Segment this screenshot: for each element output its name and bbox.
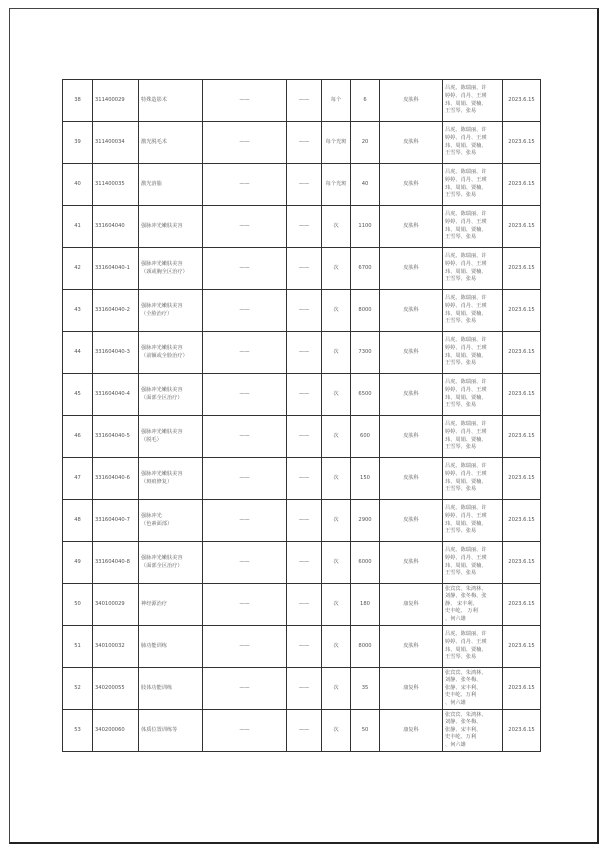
item-name-line: 强脉冲光嫩肤美容 bbox=[141, 302, 183, 309]
item-department: 皮肤科 bbox=[380, 374, 443, 416]
item-staff bbox=[443, 164, 503, 206]
item-name bbox=[139, 542, 203, 584]
item-name bbox=[139, 80, 203, 122]
item-staff-line: 刘静、张冬梅、 bbox=[445, 677, 482, 684]
item-unit: 次 bbox=[322, 290, 351, 332]
item-name bbox=[139, 458, 203, 500]
item-staff-line: 婷婷、肖丹、王瑛 bbox=[445, 386, 487, 393]
item-connotation: —— bbox=[203, 164, 287, 206]
table-row bbox=[63, 164, 541, 206]
item-staff-line: 玮、周娟、贾楠、 bbox=[445, 310, 487, 317]
item-staff-line: 王雪琴、张易 bbox=[445, 108, 477, 115]
table-row bbox=[63, 290, 541, 332]
item-staff-line: 玮、周娟、贾楠、 bbox=[445, 478, 487, 485]
item-name bbox=[139, 122, 203, 164]
item-staff-line: 王雪琴、张易 bbox=[445, 444, 477, 451]
item-staff-line: 玮、周娟、贾楠、 bbox=[445, 268, 487, 275]
item-staff-line: 吕虎、陈瑞丽、许 bbox=[445, 253, 487, 260]
table-row bbox=[63, 248, 541, 290]
table-row bbox=[63, 458, 541, 500]
item-name-line: 强脉冲光嫩肤美容 bbox=[141, 222, 183, 229]
item-staff-line: 婷婷、肖丹、王瑛 bbox=[445, 176, 487, 183]
item-price: 2900 bbox=[351, 500, 380, 542]
item-date: 2023.6.15 bbox=[503, 416, 541, 458]
table-row bbox=[63, 80, 541, 122]
item-department: 皮肤科 bbox=[380, 458, 443, 500]
item-price: 6000 bbox=[351, 542, 380, 584]
item-name bbox=[139, 332, 203, 374]
item-unit: 每个光斑 bbox=[322, 164, 351, 206]
item-staff-line: 王雪琴、张易 bbox=[445, 570, 477, 577]
item-price: 50 bbox=[351, 710, 380, 752]
item-staff-line: 婷婷、肖丹、王瑛 bbox=[445, 260, 487, 267]
item-staff-line: 吕虎、陈瑞丽、许 bbox=[445, 127, 487, 134]
item-name-line: 肢体功能训练 bbox=[141, 684, 173, 691]
item-name-line: 肺功能训练 bbox=[141, 642, 167, 649]
item-unit: 次 bbox=[322, 332, 351, 374]
row-number: 49 bbox=[63, 542, 93, 584]
row-number: 52 bbox=[63, 668, 93, 710]
item-department: 皮肤科 bbox=[380, 80, 443, 122]
item-staff bbox=[443, 710, 503, 752]
table-row bbox=[63, 584, 541, 626]
item-code: 331604040-6 bbox=[93, 458, 139, 500]
item-staff-line: 玮、周娟、贾楠、 bbox=[445, 184, 487, 191]
item-date: 2023.6.15 bbox=[503, 80, 541, 122]
item-connotation: —— bbox=[203, 668, 287, 710]
item-connotation: —— bbox=[203, 374, 287, 416]
item-staff-line: 婷婷、肖丹、王瑛 bbox=[445, 92, 487, 99]
item-staff bbox=[443, 122, 503, 164]
item-code: 331604040-7 bbox=[93, 500, 139, 542]
item-connotation: —— bbox=[203, 290, 287, 332]
item-name-line: （面部全区治疗） bbox=[141, 394, 183, 401]
item-name-line: 强脉冲光嫩肤美容 bbox=[141, 344, 183, 351]
item-staff-line: 王雪琴、张易 bbox=[445, 486, 477, 493]
row-number: 43 bbox=[63, 290, 93, 332]
item-unit: 次 bbox=[322, 458, 351, 500]
item-staff-line: 吕虎、陈瑞丽、许 bbox=[445, 211, 487, 218]
item-staff bbox=[443, 332, 503, 374]
item-code: 331604040 bbox=[93, 206, 139, 248]
item-staff-line: 刘静、张冬梅、张 bbox=[445, 593, 487, 600]
item-code: 331604040-5 bbox=[93, 416, 139, 458]
item-code: 311400034 bbox=[93, 122, 139, 164]
item-unit: 次 bbox=[322, 500, 351, 542]
item-name bbox=[139, 374, 203, 416]
item-staff-line: 王雪琴、张易 bbox=[445, 318, 477, 325]
item-code: 340200060 bbox=[93, 710, 139, 752]
item-name-line: 强脉冲光嫩肤美容 bbox=[141, 428, 183, 435]
item-staff-line: 静、 宋丰利、 bbox=[445, 600, 478, 607]
item-connotation: —— bbox=[203, 206, 287, 248]
item-exclusion: —— bbox=[287, 668, 322, 710]
item-price: 180 bbox=[351, 584, 380, 626]
item-staff-line: 吕虎、陈瑞丽、许 bbox=[445, 505, 487, 512]
item-date: 2023.6.15 bbox=[503, 500, 541, 542]
item-code: 311400029 bbox=[93, 80, 139, 122]
item-staff-line: 玮、周娟、贾楠、 bbox=[445, 436, 487, 443]
item-staff-line: 刘静、张冬梅、 bbox=[445, 719, 482, 726]
item-staff-line: 婷婷、肖丹、王瑛 bbox=[445, 302, 487, 309]
item-department: 皮肤科 bbox=[380, 500, 443, 542]
item-unit: 次 bbox=[322, 374, 351, 416]
row-number: 41 bbox=[63, 206, 93, 248]
item-name-line: 强脉冲光 bbox=[141, 512, 162, 519]
item-connotation: —— bbox=[203, 332, 287, 374]
row-number: 48 bbox=[63, 500, 93, 542]
item-exclusion: —— bbox=[287, 206, 322, 248]
item-staff-line: 吕虎、陈瑞丽、许 bbox=[445, 169, 487, 176]
item-name bbox=[139, 710, 203, 752]
item-staff-line: 玮、周娟、贾楠、 bbox=[445, 142, 487, 149]
item-staff-line: 、何六雄 bbox=[445, 741, 466, 748]
item-connotation: —— bbox=[203, 416, 287, 458]
item-staff-line: 玮、周娟、贾楠、 bbox=[445, 100, 487, 107]
item-connotation: —— bbox=[203, 500, 287, 542]
item-unit: 每个光斑 bbox=[322, 122, 351, 164]
item-date: 2023.6.15 bbox=[503, 290, 541, 332]
item-price: 8000 bbox=[351, 290, 380, 332]
row-number: 44 bbox=[63, 332, 93, 374]
item-connotation: —— bbox=[203, 584, 287, 626]
item-exclusion: —— bbox=[287, 542, 322, 584]
item-staff-line: 婷婷、肖丹、王瑛 bbox=[445, 428, 487, 435]
item-staff-line: 婷婷、肖丹、王瑛 bbox=[445, 512, 487, 519]
table-row bbox=[63, 542, 541, 584]
item-staff-line: 王雪琴、张易 bbox=[445, 150, 477, 157]
item-department: 皮肤科 bbox=[380, 332, 443, 374]
item-price: 150 bbox=[351, 458, 380, 500]
item-exclusion: —— bbox=[287, 374, 322, 416]
item-staff-line: 王雪琴、张易 bbox=[445, 360, 477, 367]
item-name-line: （脱毛） bbox=[141, 436, 162, 443]
item-staff-line: 王雪琴、张易 bbox=[445, 654, 477, 661]
item-staff-line: 吕虎、陈瑞丽、许 bbox=[445, 337, 487, 344]
item-exclusion: —— bbox=[287, 164, 322, 206]
item-name-line: （全脸治疗） bbox=[141, 310, 173, 317]
item-date: 2023.6.15 bbox=[503, 248, 541, 290]
item-date: 2023.6.15 bbox=[503, 458, 541, 500]
item-staff-line: 史丰屹、 万利 bbox=[445, 608, 478, 615]
row-number: 42 bbox=[63, 248, 93, 290]
item-exclusion: —— bbox=[287, 80, 322, 122]
table-row bbox=[63, 122, 541, 164]
item-staff bbox=[443, 248, 503, 290]
table-row bbox=[63, 416, 541, 458]
item-price: 6 bbox=[351, 80, 380, 122]
item-staff bbox=[443, 374, 503, 416]
item-staff-line: 玮、周娟、贾楠、 bbox=[445, 394, 487, 401]
item-unit: 次 bbox=[322, 416, 351, 458]
item-staff-line: 婷婷、肖丹、王瑛 bbox=[445, 344, 487, 351]
item-staff-line: 王雪琴、张易 bbox=[445, 528, 477, 535]
item-department: 皮肤科 bbox=[380, 164, 443, 206]
item-unit: 次 bbox=[322, 542, 351, 584]
item-unit: 每个 bbox=[322, 80, 351, 122]
row-number: 53 bbox=[63, 710, 93, 752]
item-name bbox=[139, 416, 203, 458]
fee-items-table bbox=[62, 79, 541, 752]
item-code: 340200055 bbox=[93, 668, 139, 710]
item-staff-line: 王雪琴、张易 bbox=[445, 192, 477, 199]
item-date: 2023.6.15 bbox=[503, 374, 541, 416]
item-staff-line: 王雪琴、张易 bbox=[445, 402, 477, 409]
item-name bbox=[139, 290, 203, 332]
item-staff-line: 张宾宾、朱鸿林、 bbox=[445, 711, 487, 718]
table-row bbox=[63, 206, 541, 248]
item-name-line: 强脉冲光嫩肤美容 bbox=[141, 470, 183, 477]
item-staff-line: 张静、宋丰利、 bbox=[445, 726, 482, 733]
item-staff bbox=[443, 290, 503, 332]
item-exclusion: —— bbox=[287, 416, 322, 458]
item-staff-line: 玮、周娟、贾楠、 bbox=[445, 562, 487, 569]
item-staff-line: 玮、周娟、贾楠、 bbox=[445, 352, 487, 359]
item-staff-line: 、何六雄 bbox=[445, 615, 466, 622]
item-exclusion: —— bbox=[287, 122, 322, 164]
item-staff-line: 吕虎、陈瑞丽、许 bbox=[445, 379, 487, 386]
item-department: 皮肤科 bbox=[380, 626, 443, 668]
item-name bbox=[139, 500, 203, 542]
item-connotation: —— bbox=[203, 248, 287, 290]
item-name-line: （面部全区治疗） bbox=[141, 562, 183, 569]
item-connotation: —— bbox=[203, 542, 287, 584]
item-name-line: 神经源治疗 bbox=[141, 600, 167, 607]
item-date: 2023.6.15 bbox=[503, 542, 541, 584]
item-unit: 次 bbox=[322, 668, 351, 710]
item-unit: 次 bbox=[322, 626, 351, 668]
item-code: 331604040-2 bbox=[93, 290, 139, 332]
item-connotation: —— bbox=[203, 626, 287, 668]
item-price: 40 bbox=[351, 164, 380, 206]
item-staff-line: 、何六雄 bbox=[445, 699, 466, 706]
item-department: 康复科 bbox=[380, 668, 443, 710]
item-staff-line: 玮、周娟、贾楠、 bbox=[445, 520, 487, 527]
item-staff-line: 张宾宾、朱鸿林、 bbox=[445, 585, 487, 592]
item-price: 1100 bbox=[351, 206, 380, 248]
item-staff-line: 婷婷、肖丹、王瑛 bbox=[445, 554, 487, 561]
item-staff bbox=[443, 80, 503, 122]
item-exclusion: —— bbox=[287, 290, 322, 332]
item-staff bbox=[443, 416, 503, 458]
item-staff bbox=[443, 626, 503, 668]
item-exclusion: —— bbox=[287, 584, 322, 626]
item-name-line: 激光脱毛术 bbox=[141, 138, 167, 145]
item-connotation: —— bbox=[203, 122, 287, 164]
item-code: 331604040-4 bbox=[93, 374, 139, 416]
item-name bbox=[139, 584, 203, 626]
item-staff-line: 婷婷、肖丹、王瑛 bbox=[445, 470, 487, 477]
item-staff bbox=[443, 500, 503, 542]
item-staff-line: 吕虎、陈瑞丽、许 bbox=[445, 463, 487, 470]
item-department: 皮肤科 bbox=[380, 206, 443, 248]
item-staff-line: 婷婷、肖丹、王瑛 bbox=[445, 134, 487, 141]
item-date: 2023.6.15 bbox=[503, 626, 541, 668]
item-staff-line: 王雪琴、张易 bbox=[445, 276, 477, 283]
item-unit: 次 bbox=[322, 248, 351, 290]
row-number: 39 bbox=[63, 122, 93, 164]
item-price: 6700 bbox=[351, 248, 380, 290]
item-date: 2023.6.15 bbox=[503, 122, 541, 164]
item-name bbox=[139, 626, 203, 668]
item-date: 2023.6.15 bbox=[503, 584, 541, 626]
item-staff bbox=[443, 584, 503, 626]
item-staff-line: 吕虎、陈瑞丽、许 bbox=[445, 631, 487, 638]
item-staff bbox=[443, 458, 503, 500]
item-staff bbox=[443, 668, 503, 710]
item-code: 331604040-3 bbox=[93, 332, 139, 374]
item-staff-line: 王雪琴、张易 bbox=[445, 234, 477, 241]
item-name bbox=[139, 164, 203, 206]
row-number: 45 bbox=[63, 374, 93, 416]
item-department: 皮肤科 bbox=[380, 290, 443, 332]
item-name bbox=[139, 668, 203, 710]
item-code: 331604040-8 bbox=[93, 542, 139, 584]
item-staff-line: 吕虎、陈瑞丽、许 bbox=[445, 547, 487, 554]
item-exclusion: —— bbox=[287, 500, 322, 542]
item-exclusion: —— bbox=[287, 710, 322, 752]
item-staff-line: 吕虎、陈瑞丽、许 bbox=[445, 421, 487, 428]
item-price: 6500 bbox=[351, 374, 380, 416]
item-exclusion: —— bbox=[287, 332, 322, 374]
item-department: 皮肤科 bbox=[380, 248, 443, 290]
item-price: 20 bbox=[351, 122, 380, 164]
item-name-line: 特殊造影术 bbox=[141, 96, 167, 103]
item-connotation: —— bbox=[203, 80, 287, 122]
item-staff-line: 吕虎、陈瑞丽、许 bbox=[445, 85, 487, 92]
item-price: 7300 bbox=[351, 332, 380, 374]
item-staff bbox=[443, 206, 503, 248]
item-exclusion: —— bbox=[287, 248, 322, 290]
item-code: 331604040-1 bbox=[93, 248, 139, 290]
row-number: 47 bbox=[63, 458, 93, 500]
item-date: 2023.6.15 bbox=[503, 206, 541, 248]
item-name-line: （斑痕修复） bbox=[141, 478, 173, 485]
item-unit: 次 bbox=[322, 584, 351, 626]
item-name-line: （色素面部） bbox=[141, 520, 173, 527]
item-staff-line: 张宾宾、朱鸿林、 bbox=[445, 669, 487, 676]
item-name-line: 强脉冲光嫩肤美容 bbox=[141, 554, 183, 561]
item-staff-line: 婷婷、肖丹、王瑛 bbox=[445, 638, 487, 645]
item-staff-line: 吕虎、陈瑞丽、许 bbox=[445, 295, 487, 302]
item-staff-line: 史丰屹、万利 bbox=[445, 734, 477, 741]
item-department: 皮肤科 bbox=[380, 416, 443, 458]
table-row bbox=[63, 332, 541, 374]
item-exclusion: —— bbox=[287, 626, 322, 668]
item-date: 2023.6.15 bbox=[503, 668, 541, 710]
item-staff bbox=[443, 542, 503, 584]
item-name-line: 强脉冲光嫩肤美容 bbox=[141, 260, 183, 267]
item-connotation: —— bbox=[203, 458, 287, 500]
item-price: 600 bbox=[351, 416, 380, 458]
item-staff-line: 张静、宋丰利、 bbox=[445, 684, 482, 691]
item-department: 康复科 bbox=[380, 710, 443, 752]
item-staff-line: 玮、周娟、贾楠、 bbox=[445, 646, 487, 653]
item-code: 340100032 bbox=[93, 626, 139, 668]
item-name-line: 体质位置训练等 bbox=[141, 726, 178, 733]
item-date: 2023.6.15 bbox=[503, 164, 541, 206]
item-name-line: （前额或全脸治疗） bbox=[141, 352, 188, 359]
table-row bbox=[63, 668, 541, 710]
item-date: 2023.6.15 bbox=[503, 710, 541, 752]
item-code: 311400035 bbox=[93, 164, 139, 206]
item-name-line: （颈或胸全区治疗） bbox=[141, 268, 188, 275]
item-department: 皮肤科 bbox=[380, 122, 443, 164]
item-code: 340100029 bbox=[93, 584, 139, 626]
item-unit: 次 bbox=[322, 710, 351, 752]
item-staff-line: 史丰屹、万利 bbox=[445, 692, 477, 699]
item-price: 8000 bbox=[351, 626, 380, 668]
item-staff-line: 玮、周娟、贾楠、 bbox=[445, 226, 487, 233]
item-name bbox=[139, 206, 203, 248]
item-connotation: —— bbox=[203, 710, 287, 752]
item-price: 35 bbox=[351, 668, 380, 710]
row-number: 51 bbox=[63, 626, 93, 668]
item-staff-line: 婷婷、肖丹、王瑛 bbox=[445, 218, 487, 225]
row-number: 40 bbox=[63, 164, 93, 206]
item-department: 康复科 bbox=[380, 584, 443, 626]
item-name-line: 激光溶脂 bbox=[141, 180, 162, 187]
row-number: 50 bbox=[63, 584, 93, 626]
item-name-line: 强脉冲光嫩肤美容 bbox=[141, 386, 183, 393]
item-department: 皮肤科 bbox=[380, 542, 443, 584]
table-row bbox=[63, 626, 541, 668]
item-exclusion: —— bbox=[287, 458, 322, 500]
item-unit: 次 bbox=[322, 206, 351, 248]
row-number: 38 bbox=[63, 80, 93, 122]
item-name bbox=[139, 248, 203, 290]
table-row bbox=[63, 374, 541, 416]
item-date: 2023.6.15 bbox=[503, 332, 541, 374]
table-row bbox=[63, 500, 541, 542]
table-row bbox=[63, 710, 541, 752]
row-number: 46 bbox=[63, 416, 93, 458]
